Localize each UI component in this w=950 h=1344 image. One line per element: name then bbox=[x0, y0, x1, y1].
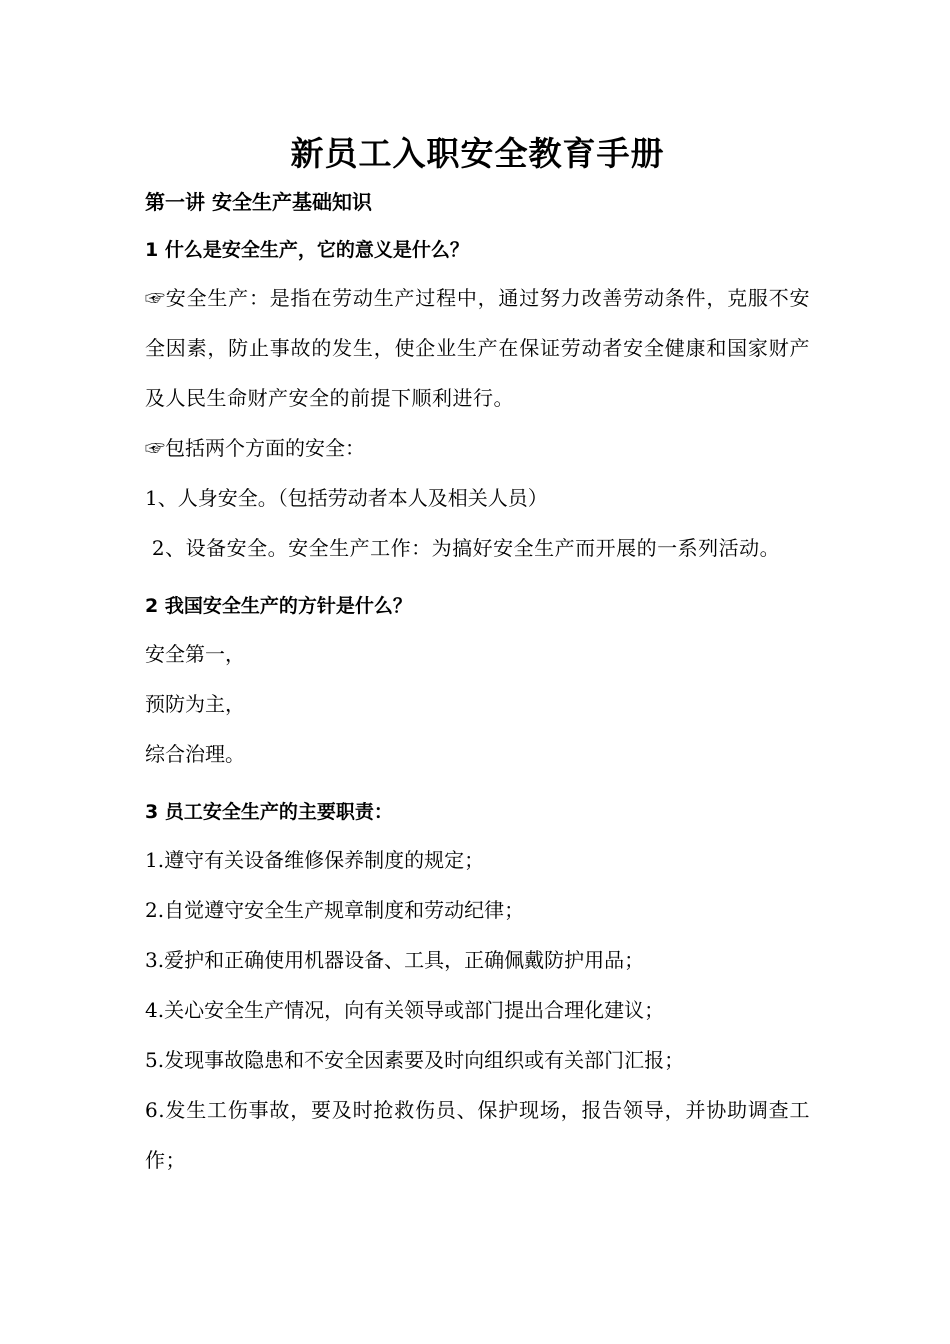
document-page bbox=[145, 128, 810, 1185]
policy-line: 预防为主， bbox=[145, 692, 245, 716]
aspect-item-1: 1、人身安全。（包括劳动者本人及相关人员） bbox=[145, 486, 548, 510]
lecture-heading: 第一讲 安全生产基础知识 bbox=[145, 190, 372, 214]
question-2-heading: 2 我国安全生产的方针是什么？ bbox=[145, 595, 412, 617]
question-1-heading: 1 什么是安全生产，它的意义是什么？ bbox=[145, 239, 469, 261]
document-title: 新员工入职安全教育手册 bbox=[290, 134, 665, 173]
policy-line: 安全第一， bbox=[145, 642, 245, 666]
duty-item: 5.发现事故隐患和不安全因素要及时向组织或有关部门汇报； bbox=[145, 1048, 685, 1072]
includes-two-aspects: ☞包括两个方面的安全： bbox=[145, 436, 365, 460]
duty-item: 2.自觉遵守安全生产规章制度和劳动纪律； bbox=[145, 898, 525, 922]
question-3-heading: 3 员工安全生产的主要职责： bbox=[145, 801, 393, 823]
safety-production-definition: ☞安全生产：是指在劳动生产过程中，通过努力改善劳动条件，克服不安全因素，防止事故的发生，使企业生产在保证劳动者安全健康和国家财产及人民生命财产安全的前提下顺利进行。 bbox=[145, 286, 810, 410]
aspect-item-2: 2、设备安全。安全生产工作：为搞好安全生产而开展的一系列活动。 bbox=[145, 536, 781, 560]
duty-item: 4.关心安全生产情况，向有关领导或部门提出合理化建议； bbox=[145, 998, 665, 1022]
duty-item: 1.遵守有关设备维修保养制度的规定； bbox=[145, 848, 485, 872]
policy-line: 综合治理。 bbox=[145, 742, 245, 766]
duty-item: 3.爱护和正确使用机器设备、工具，正确佩戴防护用品； bbox=[145, 948, 645, 972]
duty-item: 6.发生工伤事故，要及时抢救伤员、保护现场，报告领导，并协助调查工作； bbox=[145, 1098, 810, 1172]
